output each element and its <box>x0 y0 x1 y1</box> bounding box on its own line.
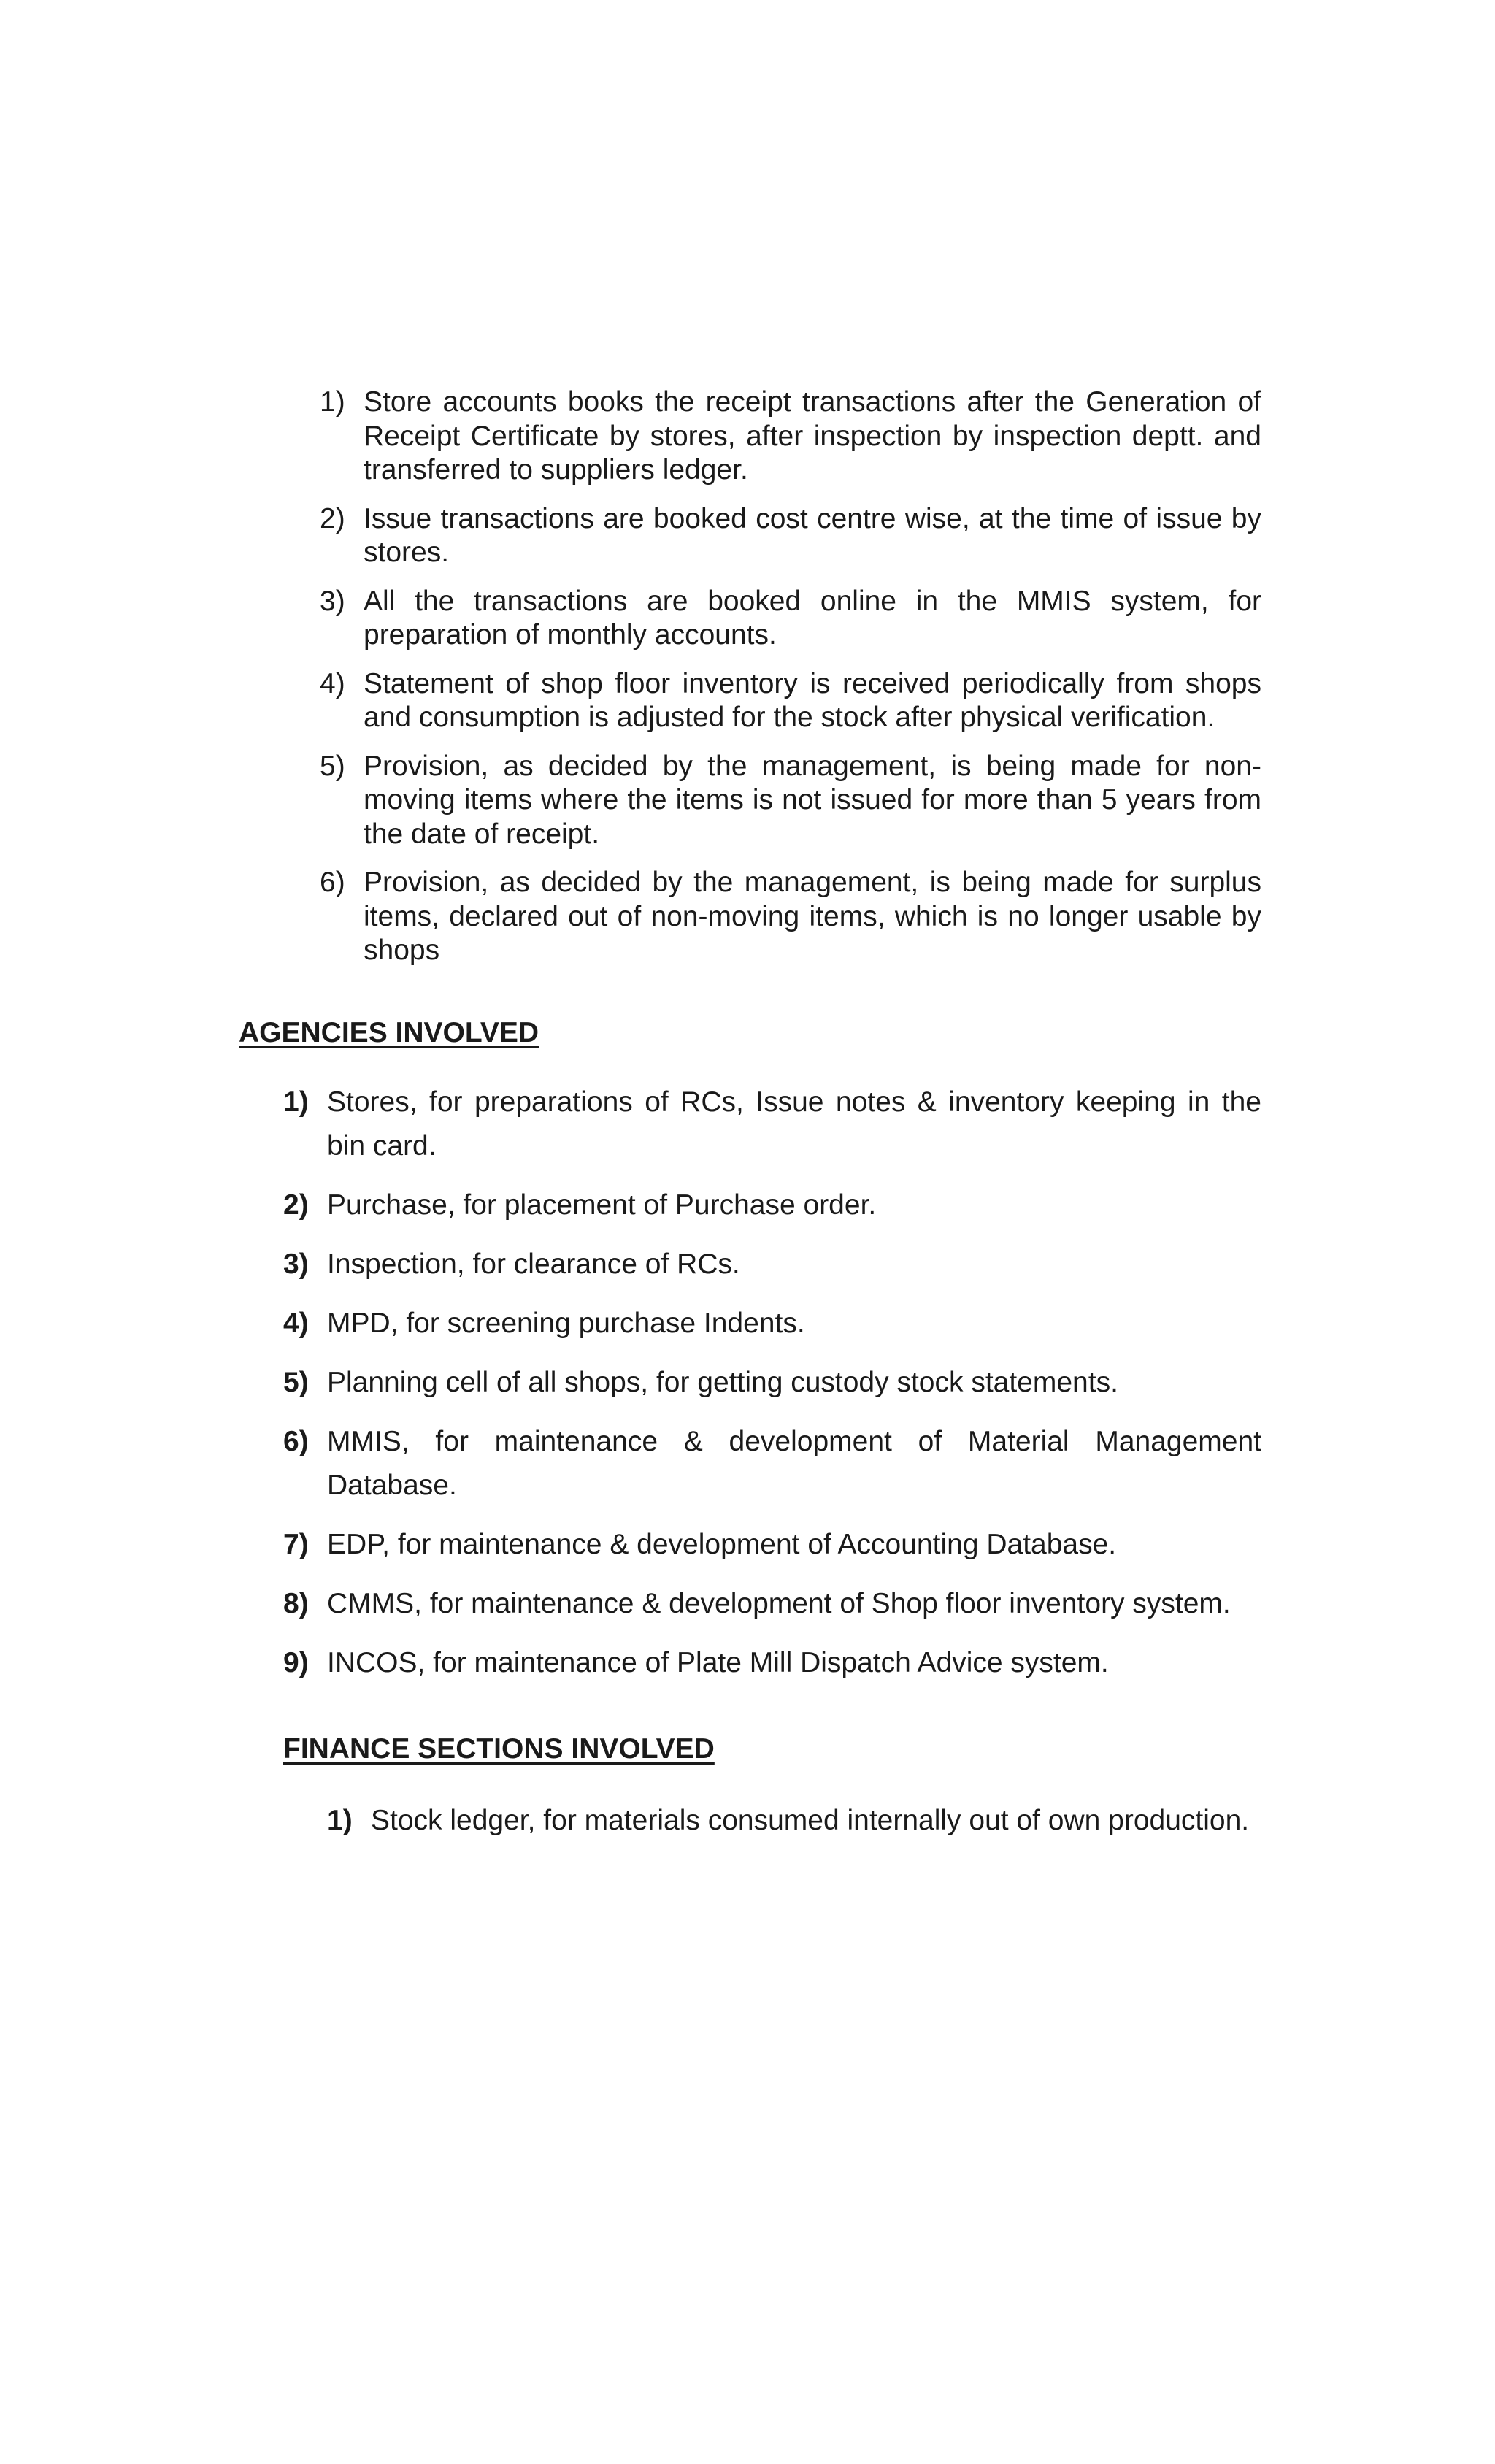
list-item-number: 4) <box>283 1308 309 1339</box>
list-item-text: Inspection, for clearance of RCs. <box>327 1248 740 1280</box>
list-item <box>320 750 1261 852</box>
list-item <box>283 1582 1261 1626</box>
list-item-text: All the transactions are booked online in the MMIS system, for preparation of monthly accounts. <box>364 585 1261 650</box>
list-item <box>283 1420 1261 1508</box>
list-item <box>320 502 1261 570</box>
list-item-text: Planning cell of all shops, for getting custody stock statements. <box>327 1367 1118 1398</box>
list-item <box>283 1183 1261 1227</box>
list-item-number: 9) <box>283 1647 309 1678</box>
list-item-text: Statement of shop floor inventory is received periodically from shops and consumption is adjusted for the stock after physical verification. <box>364 667 1261 733</box>
list-item <box>320 866 1261 968</box>
agencies-heading: AGENCIES INVOLVED <box>239 1017 539 1048</box>
list-item-number: 6) <box>320 867 345 898</box>
list-item-text: Provision, as decided by the management, is being made for surplus items, declared out of non-moving items, which is no longer usable by shops <box>364 867 1261 966</box>
list-item-number: 3) <box>283 1248 309 1280</box>
list-item-number: 1) <box>327 1805 353 1836</box>
list-item-number: 6) <box>283 1426 309 1457</box>
list-item-text: Provision, as decided by the management, is being made for non-moving items where the items is not issued for more than 5 years from the date of receipt. <box>364 750 1261 850</box>
list-item-number: 7) <box>283 1529 309 1560</box>
list-item-text: Purchase, for placement of Purchase order. <box>327 1189 877 1221</box>
finance-heading: FINANCE SECTIONS INVOLVED <box>283 1733 715 1765</box>
list-item <box>283 1641 1261 1685</box>
list-item-text: Stock ledger, for materials consumed internally out of own production. <box>371 1805 1250 1836</box>
list-item <box>283 1523 1261 1567</box>
list-item <box>283 1081 1261 1168</box>
agencies-list <box>283 1081 1261 1700</box>
list-item-number: 1) <box>283 1086 309 1118</box>
list-item <box>283 1243 1261 1286</box>
list-item-text: Store accounts books the receipt transactions after the Generation of Receipt Certificate by stores, after inspection by inspection deptt. and transferred to suppliers ledger. <box>364 386 1261 485</box>
list-item-number: 4) <box>320 667 345 699</box>
list-item <box>320 585 1261 653</box>
list-item-text: Issue transactions are booked cost centre wise, at the time of issue by stores. <box>364 502 1261 568</box>
list-item-number: 2) <box>320 502 345 534</box>
list-item-number: 5) <box>283 1367 309 1398</box>
list-item-number: 5) <box>320 750 345 782</box>
list-item <box>283 1302 1261 1346</box>
finance-list <box>327 1799 1261 1858</box>
list-item-number: 3) <box>320 585 345 617</box>
list-item <box>320 385 1261 488</box>
list-item-text: EDP, for maintenance & development of Accounting Database. <box>327 1529 1117 1560</box>
list-item-text: CMMS, for maintenance & development of Shop floor inventory system. <box>327 1588 1231 1619</box>
list-item-number: 1) <box>320 386 345 418</box>
list-item <box>320 667 1261 735</box>
list-item <box>283 1361 1261 1405</box>
list-item-number: 2) <box>283 1189 309 1221</box>
list-item-text: Stores, for preparations of RCs, Issue notes & inventory keeping in the bin card. <box>327 1086 1261 1162</box>
transactions-list <box>320 385 1261 983</box>
list-item-text: INCOS, for maintenance of Plate Mill Dispatch Advice system. <box>327 1647 1109 1678</box>
list-item-text: MPD, for screening purchase Indents. <box>327 1308 805 1339</box>
list-item-text: MMIS, for maintenance & development of Material Management Database. <box>327 1426 1261 1501</box>
list-item <box>327 1799 1261 1843</box>
list-item-number: 8) <box>283 1588 309 1619</box>
